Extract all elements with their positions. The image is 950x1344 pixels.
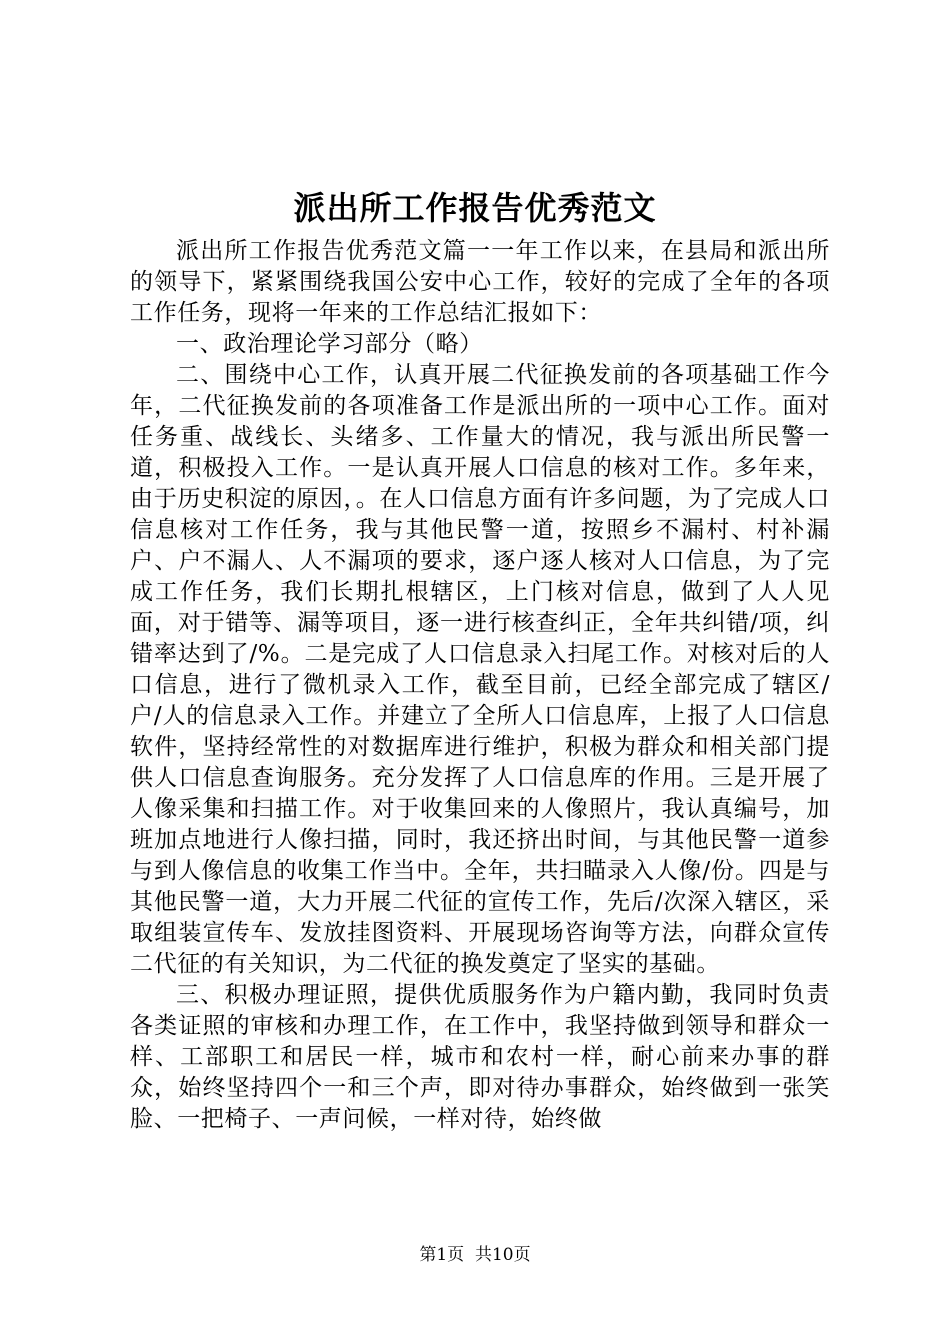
document-title: 派出所工作报告优秀范文 (293, 189, 657, 227)
paragraph-intro: 派出所工作报告优秀范文篇一一年工作以来，在县局和派出所的领导下，紧紧围绕我国公安中心工作，较好的完成了全年的各项工作任务，现将一年来的工作总结汇报如下： (130, 238, 830, 326)
document-body (130, 236, 830, 1135)
paragraph-section-1: 一、政治理论学习部分（略） (176, 331, 483, 357)
paragraph-section-3: 三、积极办理证照，提供优质服务作为户籍内勤，我同时负责各类证照的审核和办理工作，在工作中，我坚持做到领导和群众一样、工部职工和居民一样，城市和农村一样，耐心前来办事的群众，始终坚持四个一和三个声，即对待办事群众，始终做到一张笑脸、一把椅子、一声问候，一样对待，始终做 (130, 982, 830, 1132)
paragraph-section-2: 二、围绕中心工作，认真开展二代征换发前的各项基础工作今年，二代征换发前的各项准备工作是派出所的一项中心工作。面对任务重、战线长、头绪多、工作量大的情况，我与派出所民警一道，积极投入工作。一是认真开展人口信息的核对工作。多年来，由于历史积淀的原因，。在人口信息方面有许多问题，为了完成人口信息核对工作任务，我与其他民警一道，按照乡不漏村、村补漏户、户不漏人、人不漏项的要求，逐户逐人核对人口信息，为了完成工作任务，我们长期扎根辖区，上门核对信息，做到了人人见面，对于错等、漏等项目，逐一进行核查纠正，全年共纠错/项，纠错率达到了/%。二是完成了人口信息录入扫尾工作。对核对后的人口信息，进行了微机录入工作，截至目前，已经全部完成了辖区/户/人的信息录入工作。并建立了全所人口信息库，上报了人口信息软件，坚持经常性的对数据库进行维护，积极为群众和相关部门提供人口信息查询服务。充分发挥了人口信息库的作用。三是开展了人像采集和扫描工作。对于收集回来的人像照片，我认真编号，加班加点地进行人像扫描，同时，我还挤出时间，与其他民警一道参与到人像信息的收集工作当中。全年，共扫瞄录入人像/份。四是与其他民警一道，大力开展二代征的宣传工作，先后/次深入辖区，采取组装宣传车、发放挂图资料、开展现场咨询等方法，向群众宣传二代征的有关知识，为二代征的换发奠定了坚实的基础。 (130, 362, 830, 977)
page-footer (0, 1243, 950, 1267)
page-number: 第1页 共10页 (419, 1245, 531, 1265)
